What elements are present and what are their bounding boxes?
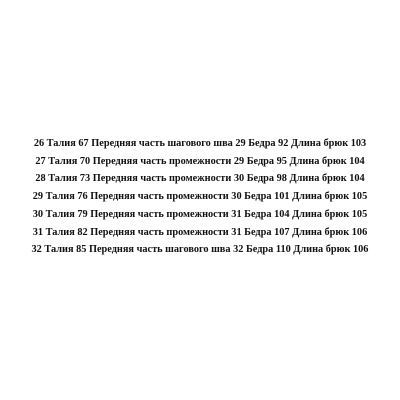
size-row-29: 29 Талия 76 Передняя часть промежности 30 Бедра 101 Длина брюк 105 bbox=[32, 191, 368, 203]
size-row-30: 30 Талия 79 Передняя часть промежности 31 Бедра 104 Длина брюк 105 bbox=[32, 208, 368, 220]
size-row-32: 32 Талия 85 Передняя часть шагового шва 32 Бедра 110 Длина брюк 106 bbox=[31, 244, 369, 256]
size-chart-list bbox=[0, 135, 400, 259]
size-row-26: 26 Талия 67 Передняя часть шагового шва 29 Бедра 92 Длина брюк 103 bbox=[33, 138, 367, 149]
size-row-27: 27 Талия 70 Передняя часть промежности 29 Бедра 95 Длина брюк 104 bbox=[35, 155, 365, 167]
size-row-31: 31 Талия 82 Передняя часть промежности 31 Бедра 107 Длина брюк 106 bbox=[32, 226, 368, 238]
size-row-28: 28 Талия 73 Передняя часть промежности 30 Бедра 98 Длина брюк 104 bbox=[35, 173, 365, 185]
